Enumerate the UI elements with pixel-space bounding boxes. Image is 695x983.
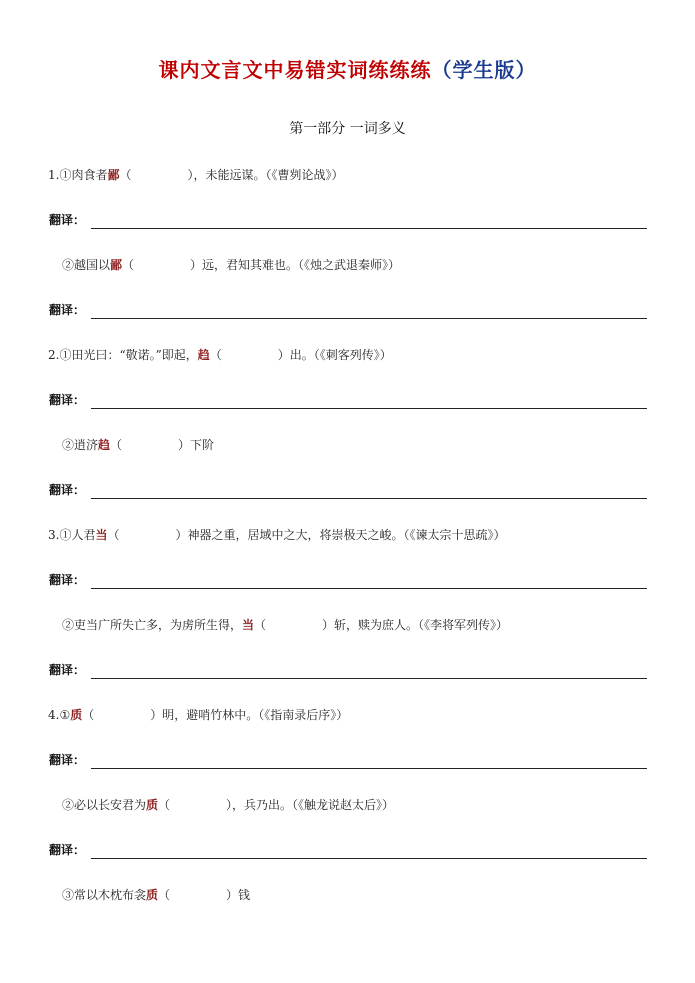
translation-row	[49, 391, 647, 409]
translation-answer-line[interactable]	[91, 678, 647, 679]
keyword: 鄙	[107, 168, 120, 182]
keyword: 鄙	[110, 258, 123, 272]
translation-label: 翻译：	[49, 573, 86, 587]
translation-label: 翻译：	[49, 843, 86, 857]
question-item: 3.①人君当（ ）神器之重，居域中之大，将崇极天之峻。（《谏太宗十思疏》）	[48, 528, 506, 542]
translation-answer-line[interactable]	[91, 318, 647, 319]
translation-answer-line[interactable]	[91, 228, 647, 229]
translation-label: 翻译：	[49, 213, 86, 227]
question-item: ②必以长安君为质（ ），兵乃出。（《触龙说赵太后》）	[62, 798, 395, 812]
translation-label: 翻译：	[49, 393, 86, 407]
question-item: ③常以木枕布衾质（ ）钱	[62, 888, 251, 902]
translation-row	[49, 211, 647, 229]
question-item: ②逍济趋（ ）下阶	[62, 438, 215, 452]
question-item: ②越国以鄙（ ）远，君知其难也。（《烛之武退秦师》）	[62, 258, 401, 272]
translation-row	[49, 751, 647, 769]
translation-answer-line[interactable]	[91, 858, 647, 859]
translation-row	[49, 661, 647, 679]
answer-blank[interactable]: （	[158, 888, 171, 902]
keyword: 质	[146, 798, 159, 812]
keyword: 趋	[197, 348, 210, 362]
translation-label: 翻译：	[49, 303, 86, 317]
translation-answer-line[interactable]	[91, 498, 647, 499]
translation-label: 翻译：	[49, 483, 86, 497]
answer-blank[interactable]: （	[254, 618, 267, 632]
translation-answer-line[interactable]	[91, 588, 647, 589]
title-main: 课内文言文中易错实词练练练	[158, 58, 432, 82]
answer-blank[interactable]: （	[107, 528, 120, 542]
answer-blank[interactable]: （	[122, 258, 135, 272]
answer-blank[interactable]: （	[209, 348, 222, 362]
question-item: 2.①田光曰：“敬诺。”即起，趋（ ）出。（《刺客列传》）	[48, 348, 392, 362]
translation-row	[49, 571, 647, 589]
translation-label: 翻译：	[49, 663, 86, 677]
keyword: 质	[146, 888, 159, 902]
title-suffix: （学生版）	[431, 58, 537, 82]
answer-blank[interactable]: （	[158, 798, 171, 812]
keyword: 质	[70, 708, 83, 722]
answer-blank[interactable]: （	[110, 438, 123, 452]
keyword: 当	[95, 528, 108, 542]
translation-row	[49, 481, 647, 499]
page-title	[0, 54, 695, 83]
keyword: 当	[242, 618, 255, 632]
translation-answer-line[interactable]	[91, 408, 647, 409]
translation-row	[49, 301, 647, 319]
answer-blank[interactable]: （	[82, 708, 95, 722]
section-title: 第一部分 一词多义	[289, 121, 406, 137]
question-item: 1.①肉食者鄙（ ），未能远谋。（《曹刿论战》）	[48, 168, 344, 182]
question-item: ②吏当广所失亡多，为虏所生得，当（ ）斩，赎为庶人。（《李将军列传》）	[62, 618, 509, 632]
translation-answer-line[interactable]	[91, 768, 647, 769]
answer-blank[interactable]: （	[119, 168, 132, 182]
keyword: 趋	[98, 438, 111, 452]
translation-label: 翻译：	[49, 753, 86, 767]
question-item: 4.①质（ ）明，避哨竹林中。（《指南录后序》）	[48, 708, 349, 722]
translation-row	[49, 841, 647, 859]
